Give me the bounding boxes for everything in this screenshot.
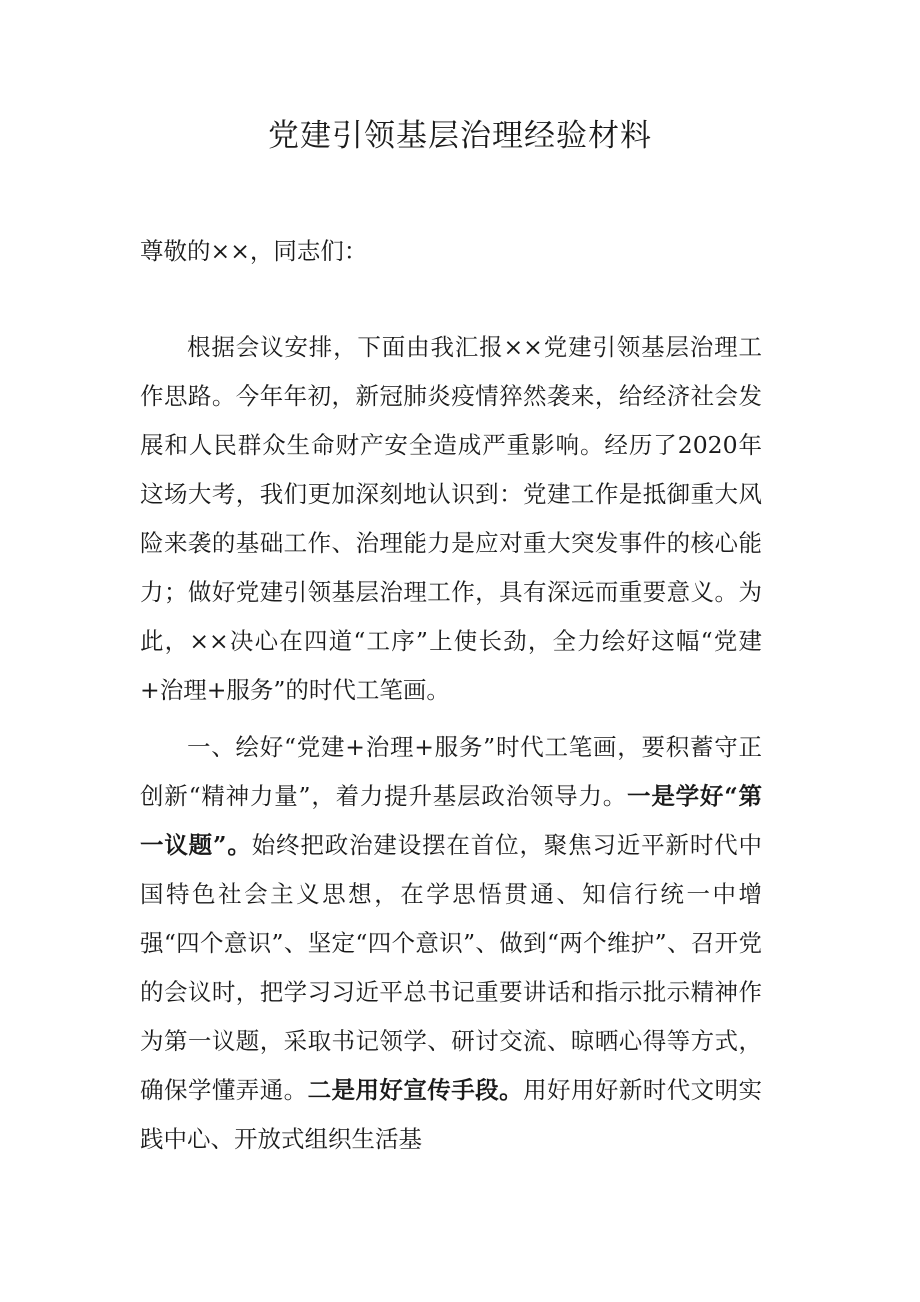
document-title: 党建引领基层治理经验材料: [268, 118, 652, 154]
salutation: 尊敬的××，同志们：: [140, 237, 368, 265]
point-1-text: 始终把政治建设摆在首位，聚焦习近平新时代中国特色社会主义思想，在学思悟贯通、知信行统一中增强“四个意识”、坚定“四个意识”、做到“两个维护”、召开党的会议时，把学习习近平总书记重要讲话和指示批示精神作为第一议题，采取书记领学、研讨交流、晾晒心得等方式，确保学懂弄通。: [140, 831, 762, 1104]
point-2-text: 用好用好新时代文明实践中心、开放式组织生活基: [140, 1076, 763, 1153]
point-1-heading: 一是学好“第一议题”。: [140, 782, 762, 859]
paragraph-1: 根据会议安排，下面由我汇报××党建引领基层治理工作思路。今年年初，新冠肺炎疫情猝然袭来，给经济社会发展和人民群众生命财产安全造成严重影响。经历了2020年这场大考，我们更加深刻地认识到：党建工作是抵御重大风险来袭的基础工作、治理能力是应对重大突发事件的核心能力；做好党建引领基层治理工作，具有深远而重要意义。为此，××决心在四道“工序”上使长劲，全力绘好这幅“党建+治理+服务”的时代工笔画。: [140, 333, 762, 704]
paragraph-2: [140, 723, 762, 1164]
section-1-intro: 一、绘好“党建+治理+服务”时代工笔画，要积蓄守正创新“精神力量”，着力提升基层政治领导力。: [140, 733, 762, 810]
point-2-heading: 二是用好宣传手段。: [307, 1076, 524, 1104]
